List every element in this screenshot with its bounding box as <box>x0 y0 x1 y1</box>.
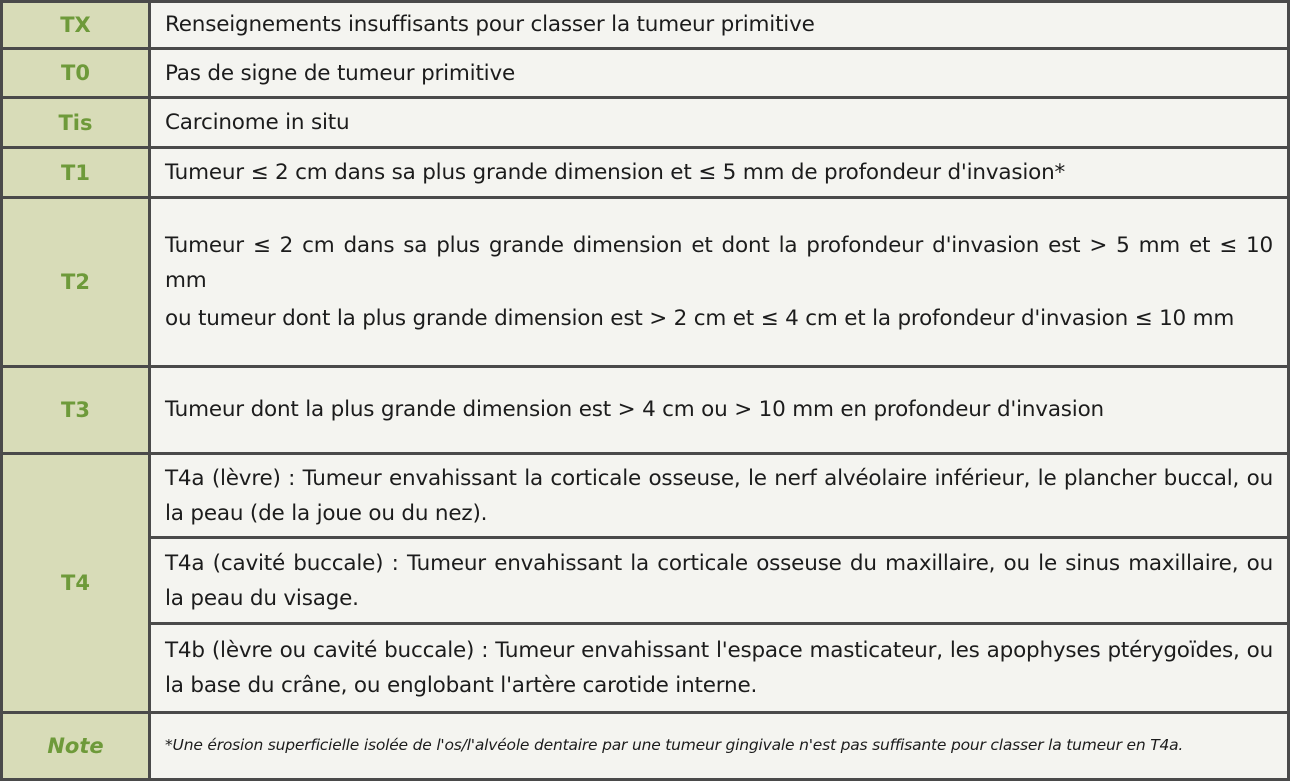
description-text: T4b (lèvre ou cavité buccale) : Tumeur envahissant l'espace masticateur, les apophyses ptérygoïdes, ou la base du crâne, ou englobant l'artère carotide interne. <box>165 637 1273 698</box>
note-description <box>150 712 1289 779</box>
description-text: Tumeur ≤ 2 cm dans sa plus grande dimension et ≤ 5 mm de profondeur d'invasion* <box>165 160 1066 186</box>
row-label: T0 <box>2 48 150 98</box>
description-text: Pas de signe de tumeur primitive <box>165 60 515 86</box>
row-description <box>150 453 1289 538</box>
description-text: Tumeur dont la plus grande dimension est > 4 cm ou > 10 mm en profondeur d'invasion <box>165 397 1104 423</box>
row-label: TX <box>2 2 150 49</box>
table-row-t2 <box>2 198 1289 367</box>
row-label: Tis <box>2 98 150 148</box>
table-row-tis <box>2 98 1289 148</box>
row-description <box>150 538 1289 624</box>
table-row-t4a-levre <box>2 453 1289 538</box>
row-label: T1 <box>2 148 150 198</box>
row-label: T3 <box>2 367 150 454</box>
description-text: ou tumeur dont la plus grande dimension est > 2 cm et ≤ 4 cm et la profondeur d'invasion ≤ 10 mm <box>165 306 1235 332</box>
row-description <box>150 198 1289 367</box>
table-row-t0 <box>2 48 1289 98</box>
table-row-t1 <box>2 148 1289 198</box>
row-label: Note <box>2 712 150 779</box>
table-row-tx <box>2 2 1289 49</box>
description-text: Carcinome in situ <box>165 110 350 136</box>
description-text: T4a (cavité buccale) : Tumeur envahissant la corticale osseuse du maxillaire, ou le sinus maxillaire, ou la peau du visage. <box>165 550 1273 611</box>
note-text: *Une érosion superficielle isolée de l'os/l'alvéole dentaire par une tumeur gingivale n'est pas suffisante pour classer la tumeur en T4a. <box>165 736 1184 755</box>
row-label: T2 <box>2 198 150 367</box>
table-row-t3 <box>2 367 1289 454</box>
row-description <box>150 98 1289 148</box>
table-row-note <box>2 712 1289 779</box>
row-description <box>150 48 1289 98</box>
table-row-t4a-cavite <box>2 538 1289 624</box>
row-description <box>150 2 1289 49</box>
table-row-t4b <box>2 623 1289 712</box>
row-description <box>150 623 1289 712</box>
row-description <box>150 148 1289 198</box>
description-text: T4a (lèvre) : Tumeur envahissant la corticale osseuse, le nerf alvéolaire inférieur, le plancher buccal, ou la peau (de la joue ou du nez). <box>165 465 1273 526</box>
row-description <box>150 367 1289 454</box>
description-text: Renseignements insuffisants pour classer la tumeur primitive <box>165 12 815 38</box>
description-text: Tumeur ≤ 2 cm dans sa plus grande dimension et dont la profondeur d'invasion est > 5 mm et ≤ 10 mm <box>165 233 1273 294</box>
row-label: T4 <box>2 453 150 712</box>
